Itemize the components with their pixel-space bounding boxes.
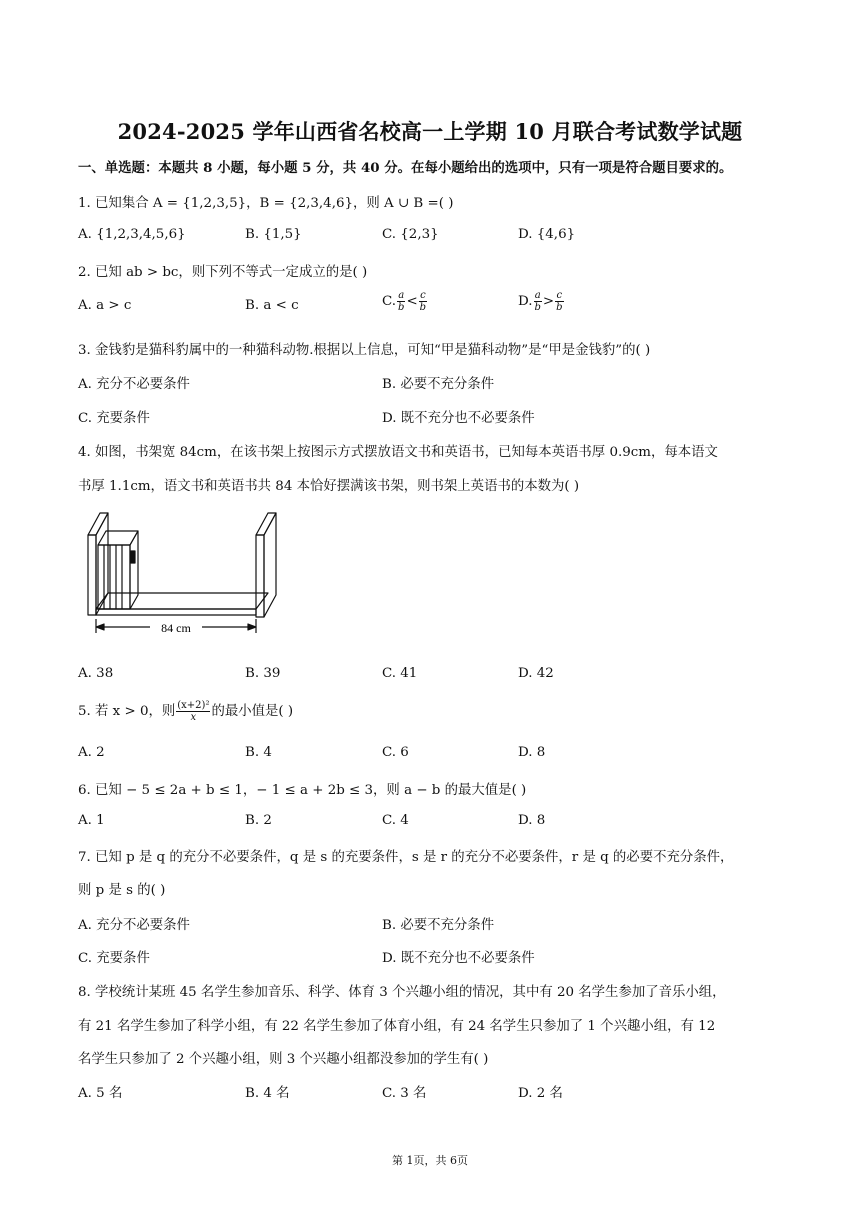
question-3-option-c: C. 充要条件 bbox=[78, 411, 150, 426]
relation-sign: > bbox=[542, 294, 555, 309]
question-1-option-c: C. {2,3} bbox=[382, 227, 439, 242]
question-4-option-c: C. 41 bbox=[382, 666, 418, 681]
option-label: D. bbox=[518, 294, 533, 309]
question-5-stem bbox=[78, 700, 293, 723]
question-3-option-b: B. 必要不充分条件 bbox=[382, 377, 495, 392]
question-4-stem-line1: 4. 如图，书架宽 84cm，在该书架上按图示方式摆放语文书和英语书，已知每本英语书厚 0.9cm，每本语文 bbox=[78, 445, 718, 460]
question-1-option-d: D. {4,6} bbox=[518, 227, 576, 242]
shelf-front bbox=[96, 609, 256, 615]
question-4-option-b: B. 39 bbox=[245, 666, 281, 681]
books-side bbox=[130, 531, 138, 609]
question-5-option-b: B. 4 bbox=[245, 745, 272, 760]
fraction-numerator: c bbox=[556, 290, 563, 301]
question-5-option-a: A. 2 bbox=[78, 745, 105, 760]
question-8-stem-line2: 有 21 名学生参加了科学小组，有 22 名学生参加了体育小组，有 24 名学生只参加了 1 个兴趣小组，有 12 bbox=[78, 1019, 716, 1034]
question-7-option-b: B. 必要不充分条件 bbox=[382, 918, 495, 933]
question-3-option-d: D. 既不充分也不必要条件 bbox=[382, 411, 535, 426]
fraction-numerator: (x+2)² bbox=[177, 700, 210, 711]
option-label: C. bbox=[382, 294, 397, 309]
question-7-option-c: C. 充要条件 bbox=[78, 951, 150, 966]
left-upright-front bbox=[88, 535, 96, 615]
question-7-option-d: D. 既不充分也不必要条件 bbox=[382, 951, 535, 966]
question-2-option-a: A. a > c bbox=[78, 298, 132, 313]
fraction-denominator: b bbox=[556, 302, 563, 313]
fraction-denominator: b bbox=[398, 302, 405, 313]
question-2-option-c bbox=[382, 290, 428, 313]
question-7-stem-line1: 7. 已知 p 是 q 的充分不必要条件，q 是 s 的充要条件，s 是 r 的充分不必要条件，r 是 q 的必要不充分条件， bbox=[78, 850, 734, 865]
section-heading: 一、单选题：本题共 8 小题，每小题 5 分，共 40 分。在每小题给出的选项中，只有一项是符合题目要求的。 bbox=[78, 160, 733, 176]
question-2-option-b: B. a < c bbox=[245, 298, 299, 313]
fraction-numerator: a bbox=[398, 290, 405, 301]
fraction-denominator: b bbox=[534, 302, 541, 313]
question-8-stem-line3: 名学生只参加了 2 个兴趣小组，则 3 个兴趣小组都没参加的学生有( ) bbox=[78, 1052, 489, 1067]
dimension-label: 84 cm bbox=[161, 621, 191, 635]
question-5-option-d: D. 8 bbox=[518, 745, 546, 760]
question-1-stem: 1. 已知集合 A = {1,2,3,5}，B = {2,3,4,6}，则 A ∪ B =( ) bbox=[78, 196, 454, 211]
question-2-stem: 2. 已知 ab > bc，则下列不等式一定成立的是( ) bbox=[78, 265, 368, 280]
question-5-option-c: C. 6 bbox=[382, 745, 409, 760]
question-6-option-b: B. 2 bbox=[245, 813, 272, 828]
question-8-stem-line1: 8. 学校统计某班 45 名学生参加音乐、科学、体育 3 个兴趣小组的情况，其中有 20 名学生参加了音乐小组， bbox=[78, 985, 726, 1000]
fraction-numerator: c bbox=[420, 290, 426, 301]
bookshelf-figure bbox=[78, 505, 298, 647]
question-6-option-c: C. 4 bbox=[382, 813, 409, 828]
question-8-option-b: B. 4 名 bbox=[245, 1086, 290, 1101]
fraction-a-over-b bbox=[397, 290, 405, 313]
fraction-denominator: b bbox=[419, 302, 427, 313]
right-upright-front bbox=[256, 535, 264, 617]
fraction-numerator: a bbox=[534, 290, 541, 301]
page-footer: 第 1页，共 6页 bbox=[392, 1154, 468, 1167]
question-4-option-a: A. 38 bbox=[78, 666, 114, 681]
question-5-fraction bbox=[176, 700, 210, 723]
question-1-option-a: A. {1,2,3,4,5,6} bbox=[78, 227, 186, 242]
question-6-option-d: D. 8 bbox=[518, 813, 546, 828]
question-8-option-c: C. 3 名 bbox=[382, 1086, 427, 1101]
question-4-option-d: D. 42 bbox=[518, 666, 554, 681]
page-title: 2024-2025 学年山西省名校高一上学期 10 月联合考试数学试题 bbox=[117, 119, 743, 144]
question-6-option-a: A. 1 bbox=[78, 813, 105, 828]
question-7-option-a: A. 充分不必要条件 bbox=[78, 918, 190, 933]
fraction-a-over-b bbox=[534, 290, 542, 313]
question-1-option-b: B. {1,5} bbox=[245, 227, 302, 242]
question-5-stem-post: 的最小值是( ) bbox=[211, 704, 294, 719]
question-3-option-a: A. 充分不必要条件 bbox=[78, 377, 190, 392]
fraction-denominator: x bbox=[190, 712, 197, 723]
right-upright-side bbox=[264, 513, 276, 617]
question-3-stem: 3. 金钱豹是猫科豹属中的一种猫科动物.根据以上信息，可知“甲是猫科动物”是“甲是金钱豹”的( ) bbox=[78, 343, 651, 358]
question-8-option-d: D. 2 名 bbox=[518, 1086, 563, 1101]
question-7-stem-line2: 则 p 是 s 的( ) bbox=[78, 883, 166, 898]
question-5-stem-pre: 5. 若 x > 0，则 bbox=[78, 704, 176, 719]
question-2-option-d bbox=[518, 290, 565, 313]
question-8-option-a: A. 5 名 bbox=[78, 1086, 123, 1101]
question-6-stem: 6. 已知 − 5 ≤ 2a + b ≤ 1，− 1 ≤ a + 2b ≤ 3，则 a − b 的最大值是( ) bbox=[78, 783, 527, 798]
question-4-stem-line2: 书厚 1.1cm，语文书和英语书共 84 本恰好摆满该书架，则书架上英语书的本数为( ) bbox=[78, 479, 580, 494]
relation-sign: < bbox=[406, 294, 418, 309]
fraction-c-over-b bbox=[419, 290, 427, 313]
fraction-c-over-b bbox=[555, 290, 563, 313]
books-top bbox=[98, 531, 138, 545]
